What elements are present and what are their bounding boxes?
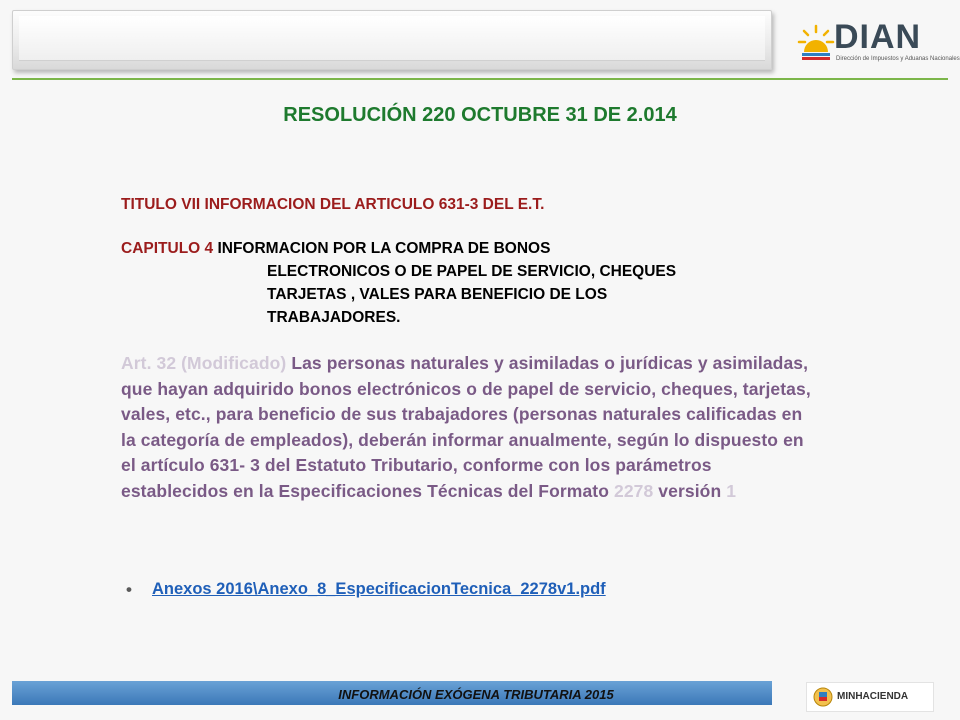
- titulo-heading: TITULO VII INFORMACION DEL ARTICULO 631-3 DEL E.T.: [121, 196, 545, 213]
- bullet-marker: •: [126, 580, 132, 599]
- logo-subtitle: Dirección de Impuestos y Aduanas Nacionales: [836, 56, 960, 62]
- sun-icon: [796, 22, 836, 62]
- header-divider: [12, 78, 948, 80]
- article-prefix: Art. 32 (Modificado): [121, 353, 292, 373]
- formato-number: 2278: [613, 480, 654, 501]
- capitulo-line-4: TRABAJADORES.: [267, 309, 401, 326]
- specification-pdf-link[interactable]: Anexos 2016\Anexo_8_EspecificacionTecnica_2278v1.pdf: [152, 580, 606, 598]
- minhacienda-text: MINHACIENDA: [837, 691, 909, 702]
- capitulo-heading: [121, 237, 676, 329]
- footer-title: INFORMACIÓN EXÓGENA TRIBUTARIA 2015: [338, 687, 614, 702]
- logo-wordmark: DIAN: [834, 18, 922, 56]
- minhacienda-logo: [806, 682, 934, 712]
- version-word: versión: [653, 480, 727, 501]
- article-body: Las personas naturales y asimiladas o jurídicas y asimiladas, que hayan adquirido bonos electrónicos o de papel de servicio, cheques, tarjetas, vales, etc., para beneficio de sus trabajadores (personas naturales calificadas en la categoría de empleados), deberán informar anualmente, según lo dispuesto en el artículo 631- 3 del Estatuto Tributario, conforme con los parámetros establecidos en la Especificaciones Técnicas del Formato: [121, 353, 811, 501]
- dian-logo: [796, 18, 960, 68]
- capitulo-line-1: INFORMACION POR LA COMPRA DE BONOS: [217, 240, 551, 257]
- capitulo-line-3: TARJETAS , VALES PARA BENEFICIO DE LOS: [267, 286, 608, 303]
- capitulo-label: CAPITULO 4: [121, 240, 218, 257]
- header-banner-inner: [19, 16, 765, 61]
- coat-of-arms-icon: [812, 686, 834, 708]
- header-banner: [12, 10, 772, 70]
- slide-title: RESOLUCIÓN 220 OCTUBRE 31 DE 2.014: [283, 104, 677, 126]
- article-paragraph: [121, 351, 821, 504]
- version-number: 1: [726, 480, 737, 501]
- capitulo-line-2: ELECTRONICOS O DE PAPEL DE SERVICIO, CHEQUES: [267, 263, 677, 280]
